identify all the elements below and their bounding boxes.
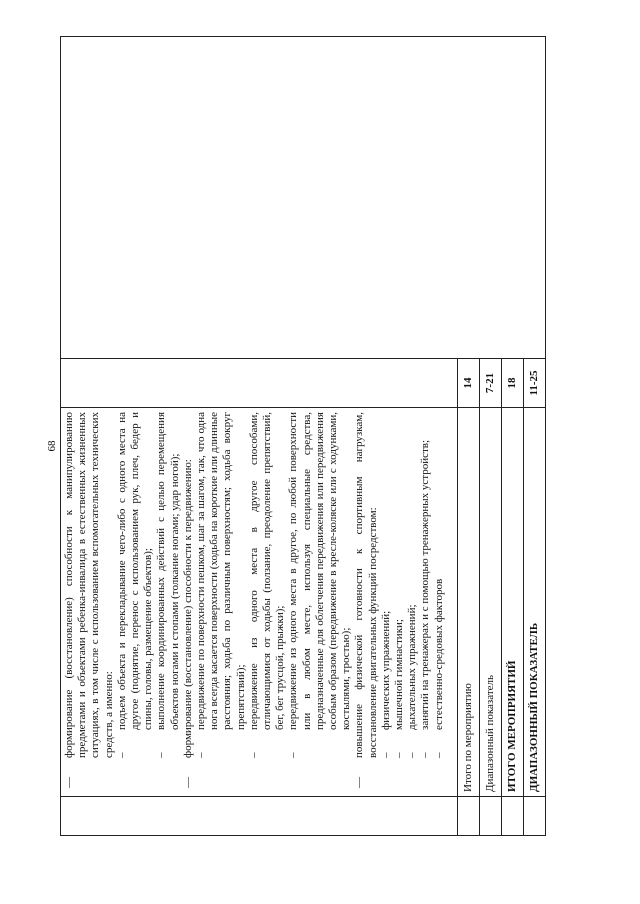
empty-cell-right bbox=[61, 37, 546, 359]
sub-list-item bbox=[195, 412, 248, 758]
list-item-text: выполнение координированных действий с целью перемещения объектов ногами и стопами (толкание ногами; удар ногой); bbox=[155, 412, 181, 730]
list-marker: – bbox=[155, 752, 168, 758]
sub-list-item bbox=[380, 412, 393, 758]
list-item-text: дыхательных упражнений; bbox=[406, 604, 419, 730]
summary-value: 18 bbox=[502, 359, 524, 408]
list-item bbox=[182, 412, 195, 792]
list-marker: – bbox=[195, 752, 208, 758]
empty-cell bbox=[524, 797, 546, 836]
list-item-text: подъем объекта и перекладывание чего-либо с одного места на другое (поднятие, перенос с использованием рук, плеч, бедер и спины, головы, размещение объектов); bbox=[115, 412, 155, 730]
activities-list bbox=[63, 412, 446, 792]
list-marker: — bbox=[181, 777, 194, 788]
list-item-text: передвижение по поверхности пешком, шаг за шагом, так, что одна нога всегда касается поверхности (ходьба на короткие или длинные расстояния; ходьба по различным поверхностям; ходьба вокруг препятствий); bbox=[195, 412, 247, 730]
list-item-text: передвижение из одного места в другое, по любой поверхности или в любом месте, используя специальные средства, предназначенные для облегчения передвижения или передвижения особым образом (передвижение в кресле-коляске или с ходунками, костылями, тростью); bbox=[287, 412, 353, 730]
list-item-text: естественно-средовых факторов bbox=[432, 578, 445, 730]
list-marker: — bbox=[63, 777, 75, 788]
summary-value: 7-21 bbox=[480, 359, 502, 408]
summary-label: Итого по мероприятию bbox=[458, 408, 480, 797]
sub-list-item bbox=[248, 412, 288, 758]
sub-list-item bbox=[287, 412, 353, 758]
empty-cell bbox=[458, 797, 480, 836]
list-item-text: формирование (восстановление) способности к манипулированию предметами и объектами ребенка-инвалида в естественных жизненных ситуациях, в том числе с использованием вспомогательных технических средств, а именно: bbox=[63, 412, 115, 758]
list-item-text: формирование (восстановление) способности к передвижению: bbox=[181, 459, 194, 758]
summary-label: Диапазонный показатель bbox=[480, 408, 502, 797]
list-marker: – bbox=[379, 752, 392, 758]
sub-list-item bbox=[433, 412, 446, 758]
summary-label: ДИАПАЗОННЫЙ ПОКАЗАТЕЛЬ bbox=[524, 408, 546, 797]
activities-table bbox=[60, 36, 546, 836]
summary-value: 14 bbox=[458, 359, 480, 408]
list-marker: – bbox=[393, 752, 406, 758]
list-item-text: передвижение из одного места в другое способами, отличающимися от ходьбы (ползание, преодоление препятствий, бег, бег трусцой, прыжки); bbox=[247, 412, 287, 730]
list-marker: – bbox=[287, 752, 300, 758]
page-number: 68 bbox=[46, 440, 58, 452]
list-marker: — bbox=[353, 777, 366, 788]
content-row bbox=[61, 37, 458, 836]
sub-list-item bbox=[116, 412, 156, 758]
activities-cell bbox=[61, 408, 458, 797]
list-marker: – bbox=[419, 752, 432, 758]
list-item-text: физических упражнений; bbox=[379, 610, 392, 730]
sub-list-item bbox=[419, 412, 432, 758]
list-marker: – bbox=[432, 752, 445, 758]
sub-list-item bbox=[406, 412, 419, 758]
empty-cell bbox=[502, 797, 524, 836]
empty-cell-value bbox=[61, 359, 458, 408]
list-marker: – bbox=[247, 752, 260, 758]
list-marker: – bbox=[115, 752, 128, 758]
summary-label: ИТОГО МЕРОПРИЯТИЙ bbox=[502, 408, 524, 797]
list-item-text: занятий на тренажерах и с помощью тренажерных устройств; bbox=[419, 439, 432, 730]
list-item-text: повышение физической готовности к спортивным нагрузкам, восстановление двигательных функций посредством: bbox=[353, 412, 379, 758]
list-item bbox=[353, 412, 379, 792]
sub-list-item bbox=[155, 412, 181, 758]
list-marker: – bbox=[406, 752, 419, 758]
sub-list-item bbox=[393, 412, 406, 758]
summary-value: 11-25 bbox=[524, 359, 546, 408]
empty-cell-left bbox=[61, 797, 458, 836]
list-item bbox=[63, 412, 116, 792]
document-sheet bbox=[60, 36, 540, 836]
list-item-text: мышечной гимнастики; bbox=[393, 619, 406, 730]
empty-cell bbox=[480, 797, 502, 836]
